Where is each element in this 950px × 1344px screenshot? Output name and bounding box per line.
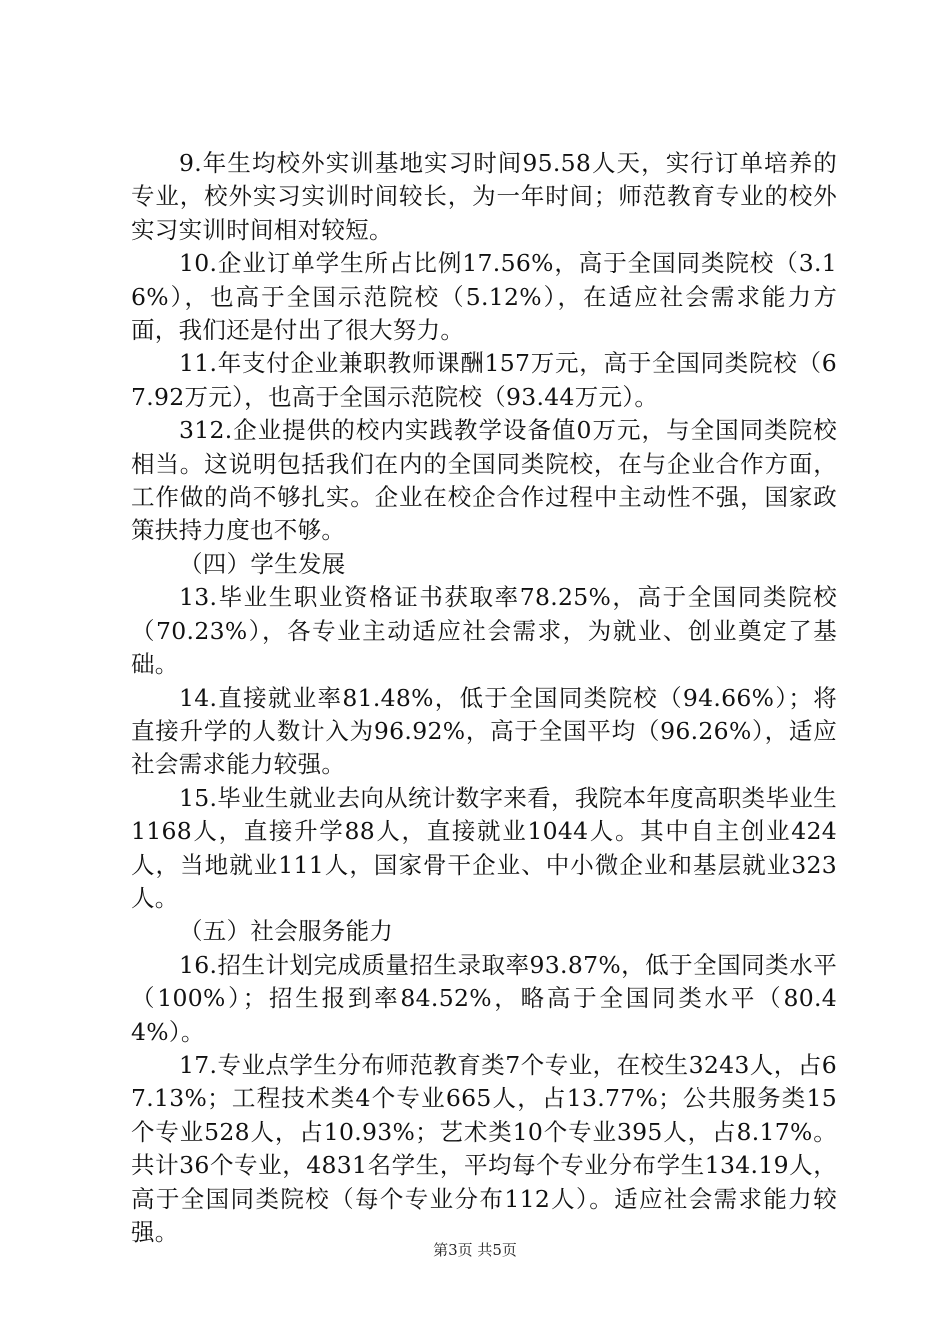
paragraph-item-11: 11.年支付企业兼职教师课酬157万元，高于全国同类院校（67.92万元），也高于全国示范院校（93.44万元）。 — [131, 349, 837, 411]
paragraph-item-17: 17.专业点学生分布师范教育类7个专业，在校生3243人，占67.13%；工程技术类4个专业665人，占13.77%；公共服务类15个专业528人，占10.93%；艺术类10个专业395人，占8.17%。共计36个专业，4831名学生，平均每个专业分布学生134.19人，高于全国同类院校（每个专业分布112人）。适应社会需求能力较强。 — [131, 1050, 837, 1246]
paragraph-item-13: 13.毕业生职业资格证书获取率78.25%，高于全国同类院校（70.23%），各专业主动适应社会需求，为就业、创业奠定了基础。 — [131, 583, 837, 679]
paragraph-item-10: 10.企业订单学生所占比例17.56%，高于全国同类院校（3.16%），也高于全国示范院校（5.12%），在适应社会需求能力方面，我们还是付出了很大努力。 — [131, 249, 837, 345]
paragraph-item-12: 312.企业提供的校内实践教学设备值0万元，与全国同类院校相当。这说明包括我们在内的全国同类院校，在与企业合作方面，工作做的尚不够扎实。企业在校企合作过程中主动性不强，国家政策扶持力度也不够。 — [131, 416, 837, 545]
section-heading-social-service: （五）社会服务能力 — [179, 917, 394, 946]
document-body — [131, 147, 837, 1249]
paragraph-item-9: 9.年生均校外实训基地实习时间95.58人天，实行订单培养的专业，校外实习实训时间较长，为一年时间；师范教育专业的校外实习实训时间相对较短。 — [131, 149, 837, 244]
paragraph-item-14: 14.直接就业率81.48%，低于全国同类院校（94.66%）；将直接升学的人数计入为96.92%，高于全国平均（96.26%），适应社会需求能力较强。 — [131, 683, 837, 779]
page-footer — [0, 1240, 950, 1260]
section-heading-student-development: （四）学生发展 — [179, 549, 346, 578]
paragraph-item-16: 16.招生计划完成质量招生录取率93.87%，低于全国同类水平（100%）；招生报到率84.52%，略高于全国同类水平（80.44%）。 — [131, 950, 837, 1046]
paragraph-item-15: 15.毕业生就业去向从统计数字来看，我院本年度高职类毕业生1168人，直接升学88人，直接就业1044人。其中自主创业424人，当地就业111人，国家骨干企业、中小微企业和基层就业323人。 — [131, 783, 837, 912]
page-number-label: 第3页 共5页 — [433, 1241, 517, 1259]
